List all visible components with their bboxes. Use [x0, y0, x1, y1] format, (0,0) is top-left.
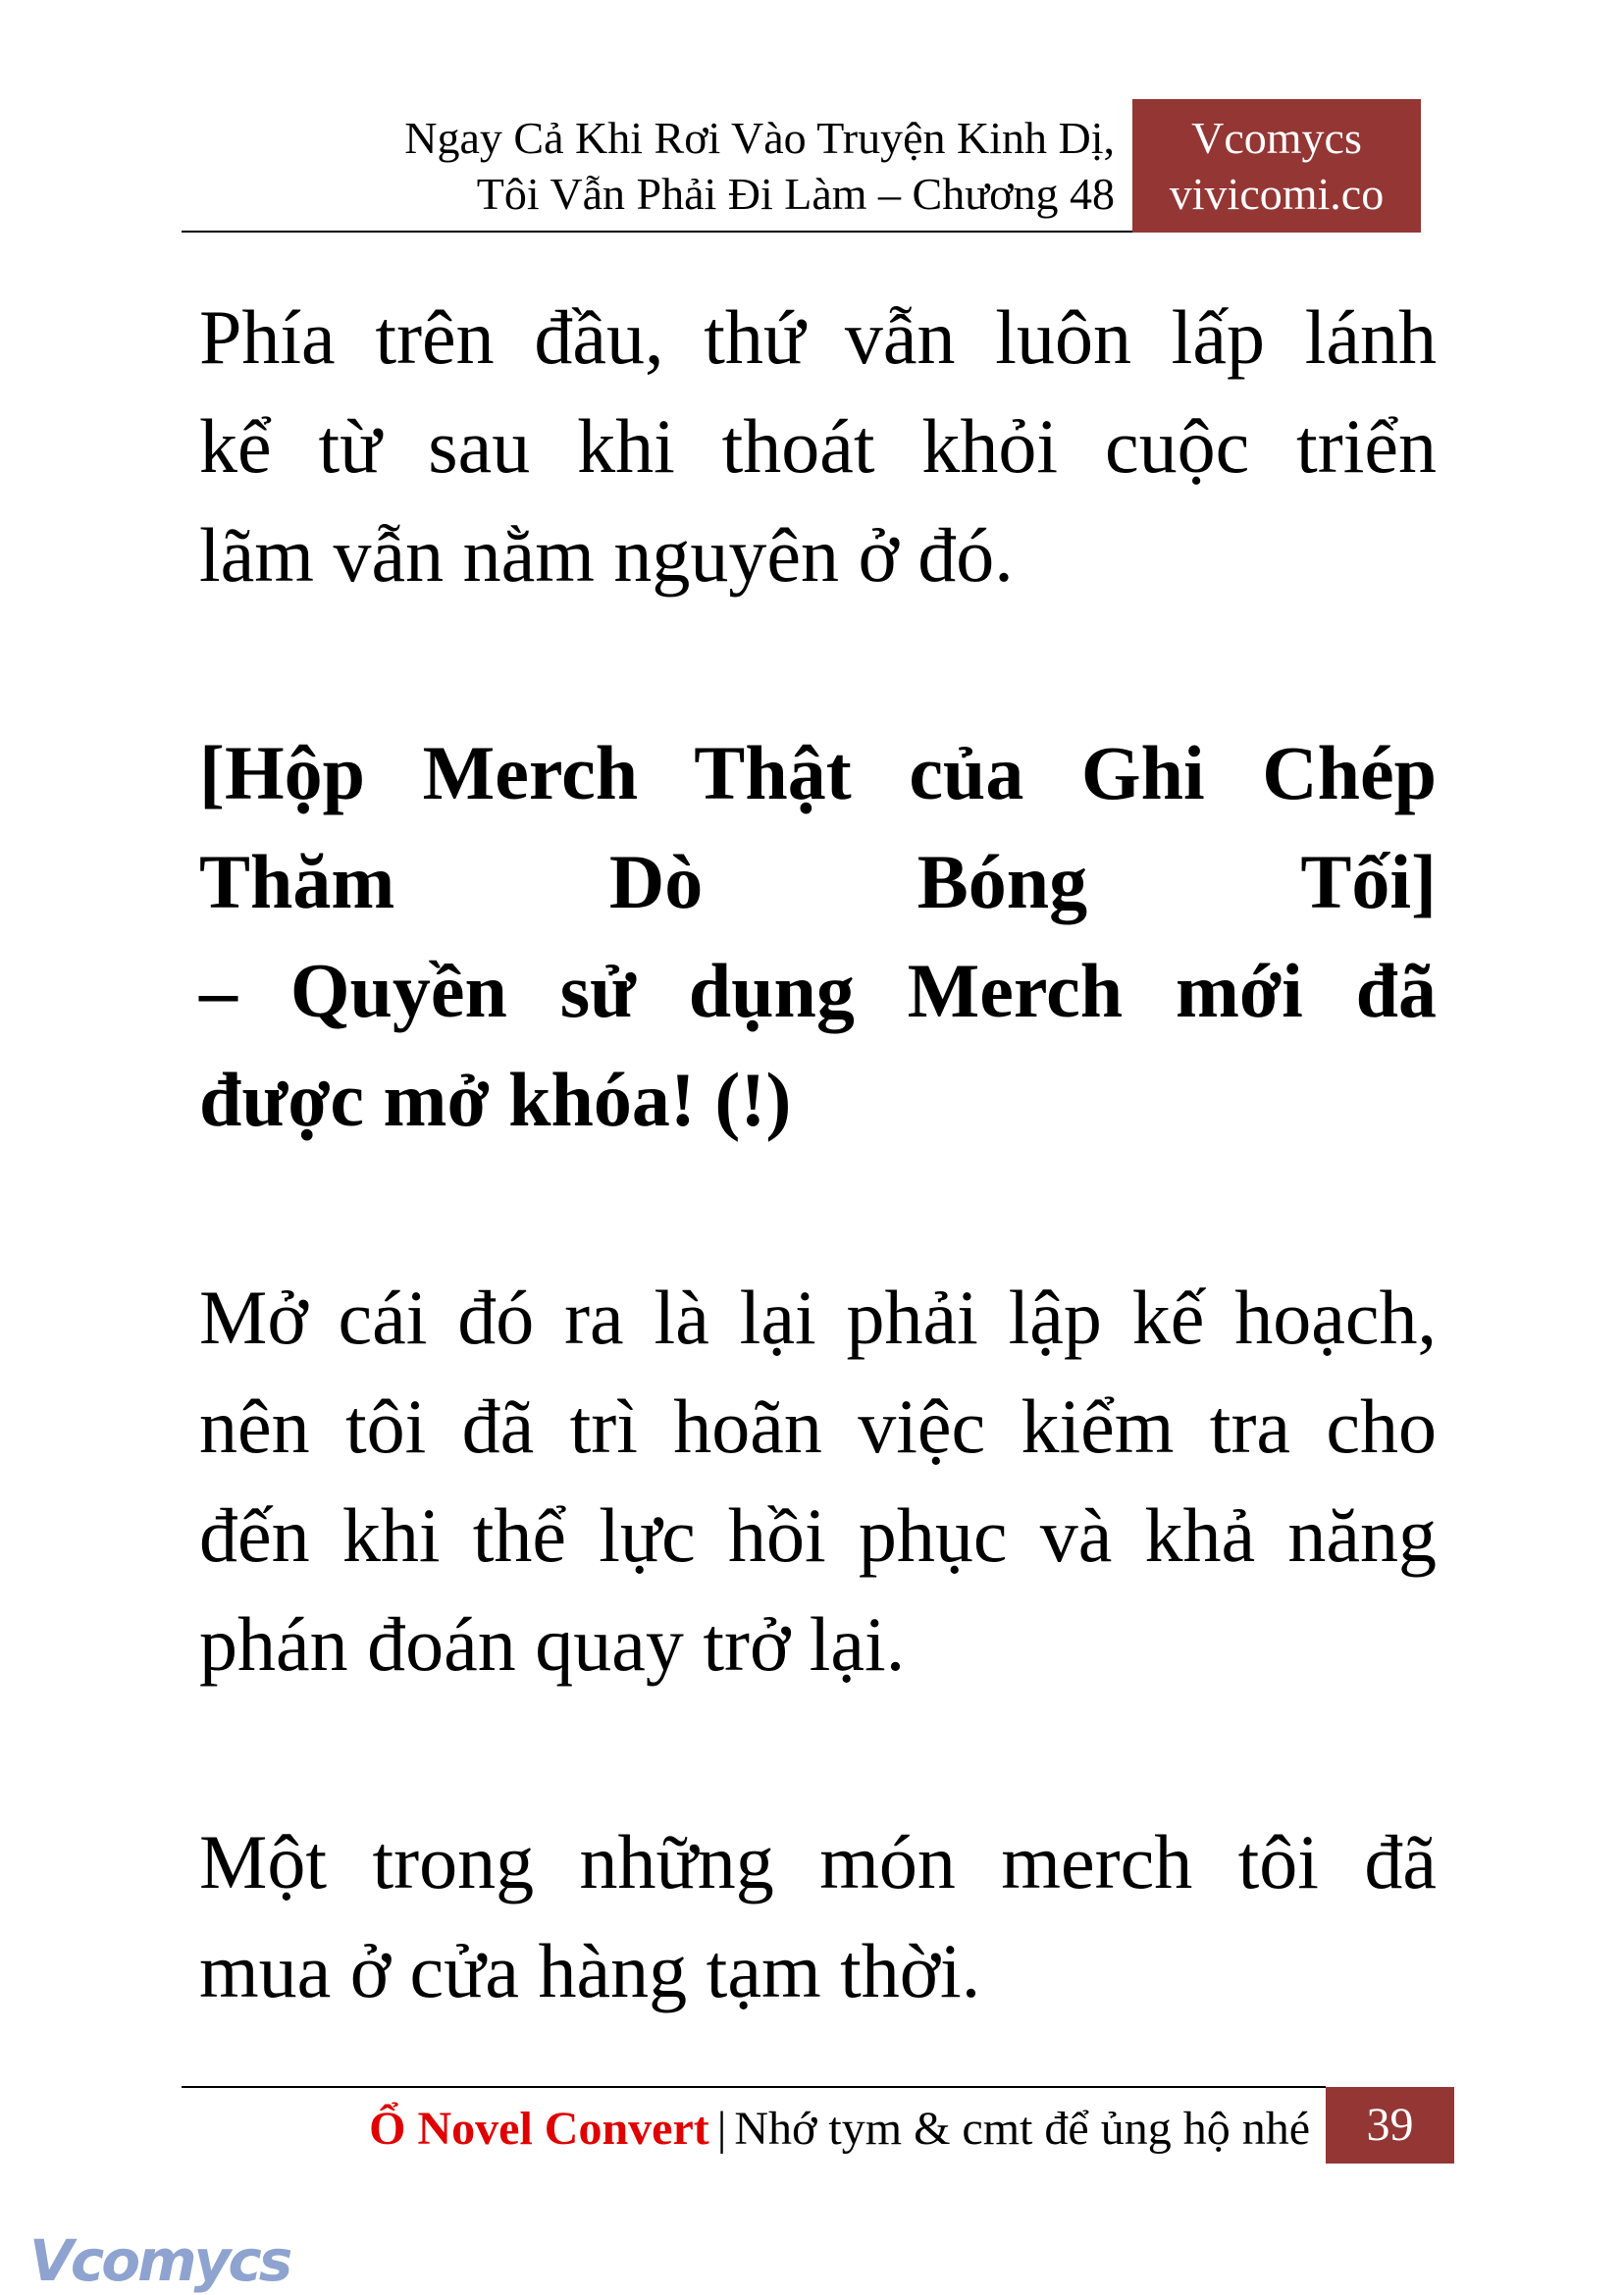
- page-number: 39: [1326, 2087, 1454, 2164]
- text-line: đến khi thể lực hồi phục và khả năng: [199, 1492, 1437, 1578]
- site-badge: [1132, 99, 1421, 233]
- footer-brand: Ổ Novel Convert: [369, 2103, 709, 2155]
- paragraph: [199, 1263, 1437, 1698]
- footer-text: [369, 2100, 1310, 2159]
- text-line: kể từ sau khi thoát khỏi cuộc triển: [199, 403, 1437, 489]
- header-divider: [182, 231, 1132, 233]
- text-line: Một trong những món merch tôi đã: [199, 1819, 1437, 1904]
- watermark-logo: Vcomycs: [29, 2227, 290, 2294]
- chapter-title: [404, 110, 1115, 222]
- text-line: Phía trên đầu, thứ vẫn luôn lấp lánh: [199, 294, 1437, 380]
- footer-divider: [182, 2086, 1326, 2088]
- text-line: – Quyền sử dụng Merch mới đã: [199, 948, 1437, 1033]
- paragraph: [199, 1807, 1437, 2025]
- paragraph: [199, 283, 1437, 609]
- system-notice: [199, 718, 1437, 1154]
- text-line: phán đoán quay trở lại.: [199, 1601, 906, 1687]
- site-badge-name: Vcomycs: [1191, 113, 1362, 163]
- chapter-title-line: Tôi Vẫn Phải Đi Làm – Chương 48: [476, 169, 1115, 219]
- text-line: được mở khóa! (!): [199, 1057, 792, 1142]
- chapter-body: [199, 283, 1437, 2134]
- text-line: mua ở cửa hàng tạm thời.: [199, 1928, 981, 2013]
- text-line: nên tôi đã trì hoãn việc kiểm tra cho: [199, 1383, 1437, 1469]
- site-badge-url: vivicomi.co: [1169, 169, 1385, 219]
- footer-separator: |: [716, 2103, 727, 2155]
- text-line: Mở cái đó ra là lại phải lập kế hoạch,: [199, 1275, 1437, 1360]
- text-line: Thăm Dò Bóng Tối]: [199, 839, 1437, 924]
- text-line: [Hộp Merch Thật của Ghi Chép: [199, 730, 1437, 815]
- footer-message: Nhớ tym & cmt để ủng hộ nhé: [734, 2103, 1310, 2155]
- text-line: lãm vẫn nằm nguyên ở đó.: [199, 512, 1014, 598]
- chapter-title-line: Ngay Cả Khi Rơi Vào Truyện Kinh Dị,: [404, 113, 1115, 163]
